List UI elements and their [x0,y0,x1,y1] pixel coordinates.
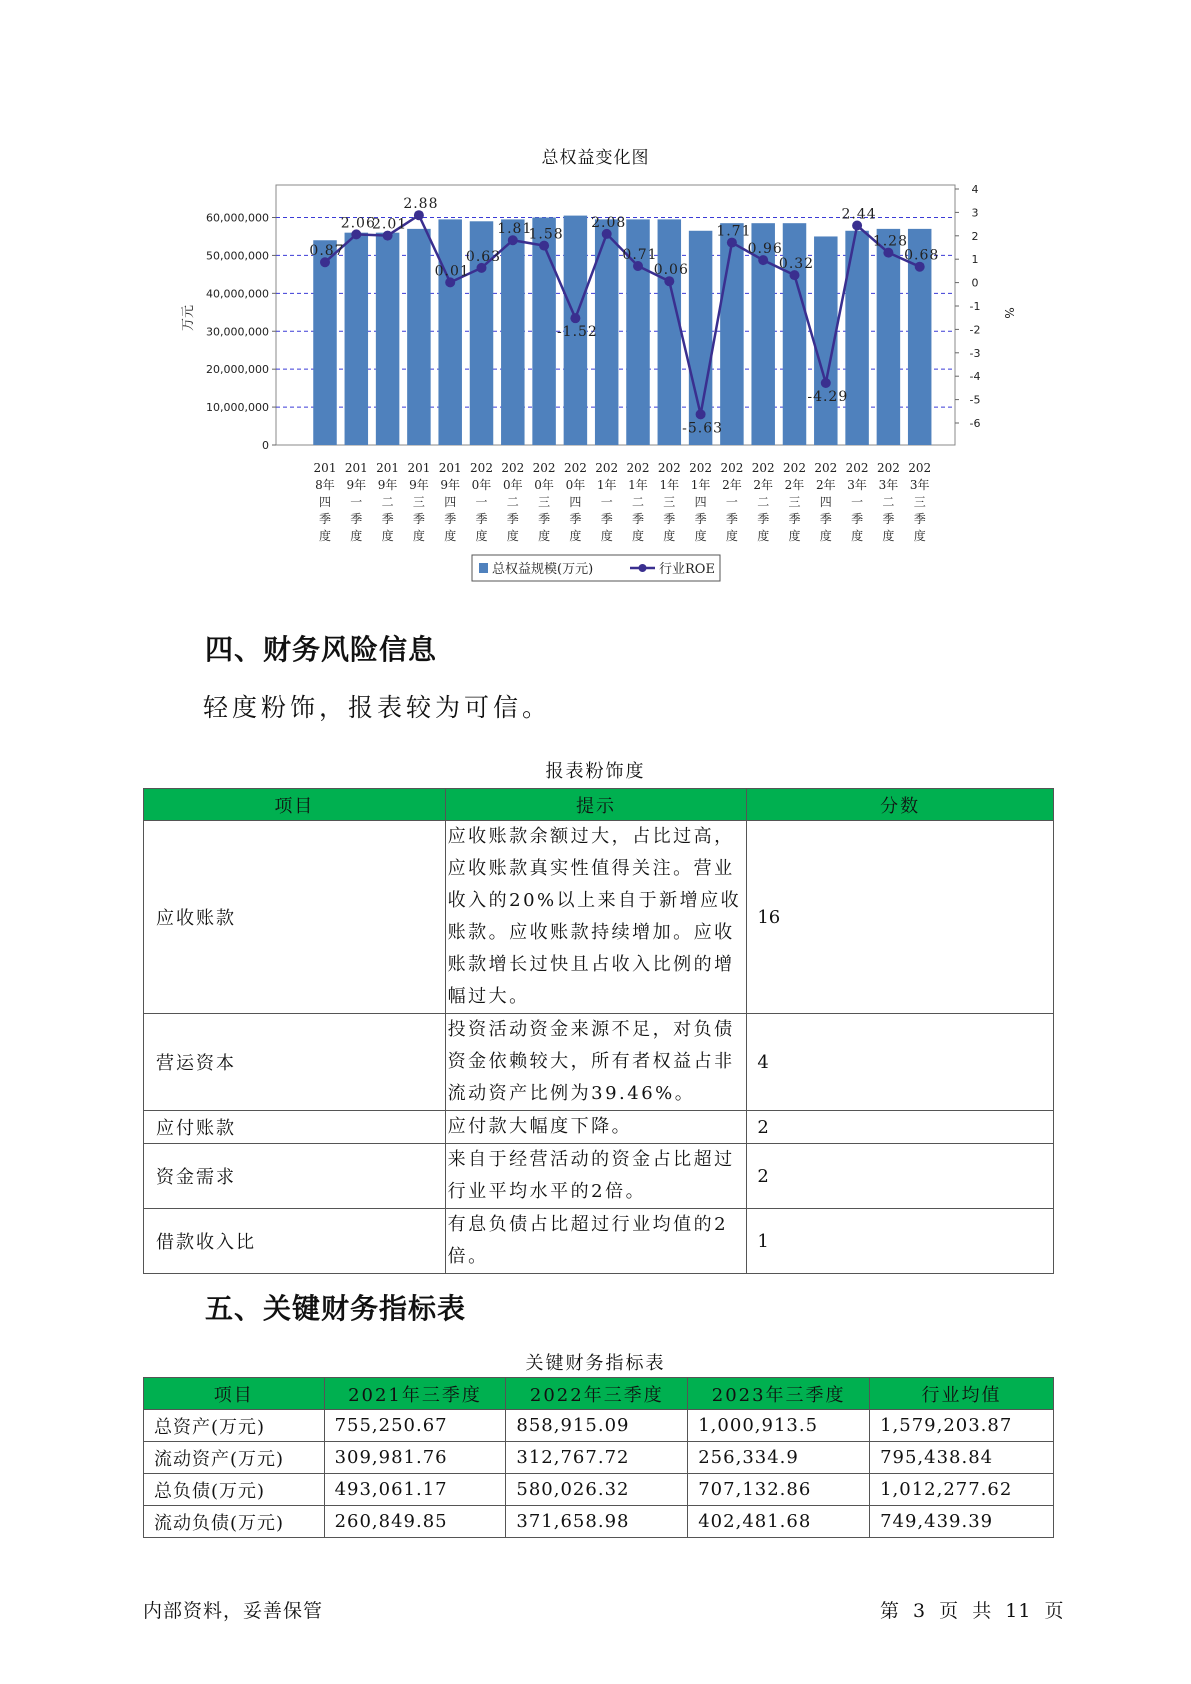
left-tick-label: 50,000,000 [206,249,269,263]
kpi-label: 流动资产(万元) [144,1442,325,1474]
category-label: 度 [318,529,332,543]
category-label: 度 [851,529,864,543]
bar [877,229,901,445]
kpi-value: 256,334.9 [688,1442,870,1474]
roe-data-label: -1.52 [556,324,598,341]
kpi-value: 858,915.09 [506,1410,688,1442]
risk-table [143,788,1054,1274]
category-label: 202 [908,461,932,475]
risk-item: 应收账款 [144,821,446,1014]
bar [720,223,744,445]
right-tick-label: -4 [969,370,981,384]
kpi-value: 1,579,203.87 [870,1410,1054,1442]
right-tick-label: 1 [971,253,979,267]
header-cell: 行业均值 [870,1378,1054,1410]
risk-score: 4 [747,1014,1054,1111]
roe-data-label: 1.81 [497,221,533,238]
table-row [144,1014,1054,1111]
right-tick-label: 3 [971,206,979,220]
category-label: 季 [475,512,488,526]
category-label: 度 [819,529,832,543]
category-label: 度 [663,529,676,543]
table-row [144,821,1054,1014]
category-label: 0年 [565,478,586,492]
category-label: 1年 [690,478,711,492]
roe-data-label: 0.32 [778,256,815,273]
category-label: 9年 [346,478,367,492]
section5-heading: 五、关键财务指标表 [205,1292,467,1325]
category-label: 202 [845,461,869,475]
kpi-value: 707,132.86 [688,1474,870,1506]
roe-data-label: 0.01 [434,263,470,280]
category-label: 3年 [878,478,899,492]
category-label: 季 [913,512,926,526]
roe-data-label: 0.06 [653,262,689,279]
category-label: 三 [663,495,676,509]
category-label: 季 [506,512,519,526]
category-label: 度 [725,529,738,543]
category-label: 季 [631,512,645,526]
category-label: 季 [788,512,801,526]
category-label: 季 [569,512,582,526]
category-label: 度 [913,529,926,543]
roe-data-label: 2.06 [340,215,376,232]
category-label: 202 [532,461,556,475]
category-label: 度 [350,529,363,543]
category-label: 度 [538,529,551,543]
roe-point [821,378,831,388]
bar [658,219,682,445]
category-label: 三 [412,495,425,509]
roe-data-label: 0.68 [904,247,940,264]
category-label: 三 [788,495,801,509]
category-label: 季 [725,512,738,526]
header-cell: 2021年三季度 [324,1378,506,1410]
category-label: 度 [694,529,707,543]
category-label: 季 [444,512,457,526]
right-tick-label: 2 [971,229,979,243]
category-label: 2年 [722,478,742,492]
category-label: 度 [506,529,519,543]
table-row [144,1410,1054,1442]
risk-score: 1 [747,1209,1054,1274]
table-row [144,1442,1054,1474]
category-label: 202 [814,461,838,475]
kpi-value: 755,250.67 [324,1410,506,1442]
equity-chart [0,170,1191,600]
category-label: 202 [626,461,650,475]
right-tick-label: -1 [969,300,981,313]
legend-line-marker [639,564,647,572]
category-label: 度 [444,529,457,543]
category-label: 1年 [628,478,648,492]
category-label: 3年 [909,478,930,492]
bar [345,233,369,445]
roe-data-label: 2.08 [591,214,627,231]
legend-line-label: 行业ROE [659,562,715,577]
category-label: 度 [600,529,613,543]
roe-point [696,409,706,419]
category-label: 季 [663,512,676,526]
category-label: 四 [694,495,707,509]
legend-bar-swatch [479,563,488,573]
category-label: 一 [350,495,363,509]
roe-data-label: 2.01 [372,216,408,233]
roe-point [570,313,580,323]
category-label: 202 [720,461,744,475]
category-label: 201 [313,461,337,475]
right-tick-label: -6 [969,417,981,430]
risk-score: 16 [747,821,1054,1014]
category-label: 季 [600,512,613,526]
category-label: 四 [569,495,582,509]
kpi-value: 1,000,913.5 [688,1410,870,1442]
category-label: 0年 [502,478,523,492]
header-item: 项目 [144,789,446,821]
roe-data-label: 1.28 [872,233,908,250]
kpi-value: 580,026.32 [506,1474,688,1506]
category-label: 202 [563,461,587,475]
bar [501,219,525,445]
category-label: 季 [538,512,551,526]
category-label: 二 [381,495,394,509]
left-axis-title: 万元 [181,304,196,332]
category-label: 季 [412,512,425,526]
category-label: 9年 [440,478,461,492]
roe-data-label: 0.63 [465,248,502,265]
category-label: 202 [501,461,525,475]
category-label: 202 [751,461,775,475]
kpi-value: 795,438.84 [870,1442,1054,1474]
kpi-value: 260,849.85 [324,1506,506,1538]
category-label: 8年 [315,478,335,492]
kpi-label: 流动负债(万元) [144,1506,325,1538]
right-axis-title: % [1002,307,1016,319]
right-tick-label: 0 [971,276,979,290]
roe-data-label: 0.96 [747,241,783,258]
kpi-table-caption: 关键财务指标表 [525,1353,666,1374]
category-label: 202 [876,461,900,475]
kpi-value: 749,439.39 [870,1506,1054,1538]
table-row [144,1111,1054,1144]
legend-bar-label: 总权益规模(万元) [492,562,594,577]
category-label: 201 [344,461,368,475]
category-label: 度 [412,529,425,543]
risk-summary: 轻度粉饰，报表较为可信。 [203,693,552,722]
category-label: 201 [407,461,431,475]
roe-data-label: 0.87 [309,243,345,260]
section4-heading: 四、财务风险信息 [205,633,438,666]
right-tick-label: -3 [969,346,981,360]
bar [438,219,462,445]
category-label: 202 [689,461,713,475]
category-label: 四 [819,495,832,509]
left-tick-label: 60,000,000 [206,211,269,225]
roe-data-label: -5.63 [682,420,724,437]
category-label: 202 [783,461,806,475]
risk-item: 借款收入比 [144,1209,446,1274]
bar [313,240,337,445]
category-label: 3年 [847,478,867,492]
header-cell: 2023年三季度 [688,1378,870,1410]
category-label: 度 [788,529,801,543]
category-label: 三 [913,495,926,509]
right-tick-label: -2 [969,323,981,337]
category-label: 季 [757,512,770,526]
risk-item: 营运资本 [144,1014,446,1111]
category-label: 202 [595,461,619,475]
category-label: 四 [444,495,457,509]
header-cell: 项目 [144,1378,325,1410]
right-tick-label: -5 [969,393,981,407]
risk-score: 2 [747,1111,1054,1144]
left-tick-label: 0 [262,439,269,452]
category-label: 202 [657,461,681,475]
risk-hint: 有息负债占比超过行业均值的2倍。 [445,1209,747,1274]
roe-data-label: 2.88 [403,196,439,213]
roe-data-label: -4.29 [807,388,849,405]
category-label: 季 [882,512,895,526]
left-tick-label: 10,000,000 [206,401,269,415]
kpi-table [143,1377,1054,1538]
category-label: 季 [318,512,332,526]
category-label: 1年 [596,478,617,492]
category-label: 季 [819,512,832,526]
table-row [144,1144,1054,1209]
header-cell: 2022年三季度 [506,1378,688,1410]
left-tick-label: 20,000,000 [206,363,269,377]
category-label: 一 [851,495,864,509]
category-label: 9年 [377,478,398,492]
category-label: 1年 [659,478,680,492]
category-label: 季 [381,512,394,526]
roe-data-label: 0.71 [622,246,658,263]
roe-data-label: 1.71 [716,223,752,240]
kpi-value: 1,012,277.62 [870,1474,1054,1506]
header-score: 分数 [747,789,1054,821]
risk-hint: 来自于经营活动的资金占比超过行业平均水平的2倍。 [445,1144,747,1209]
right-tick-label: 4 [971,183,979,196]
category-label: 度 [757,529,770,543]
category-label: 度 [475,529,488,543]
category-label: 季 [694,512,707,526]
bar [407,229,431,445]
category-label: 一 [475,495,488,509]
table-row [144,1474,1054,1506]
category-label: 二 [757,495,770,509]
category-label: 二 [882,495,895,509]
risk-hint: 应付款大幅度下降。 [445,1111,747,1144]
category-label: 四 [318,495,332,509]
header-hint: 提示 [445,789,747,821]
kpi-label: 总负债(万元) [144,1474,325,1506]
category-label: 三 [538,495,551,509]
category-label: 二 [631,495,645,509]
bar [376,233,400,445]
category-label: 度 [381,529,394,543]
risk-item: 资金需求 [144,1144,446,1209]
bar [532,218,556,446]
category-label: 度 [569,529,582,543]
footer-page-number: 第 3 页 共 11 页 [880,1600,1065,1622]
category-label: 一 [725,495,738,509]
category-label: 度 [631,529,645,543]
category-label: 季 [350,512,363,526]
risk-score: 2 [747,1144,1054,1209]
roe-data-label: 1.58 [528,226,564,243]
category-label: 2年 [815,478,836,492]
table-row [144,1506,1054,1538]
risk-hint: 应收账款余额过大，占比过高，应收账款真实性值得关注。营业收入的20%以上来自于新增应收账款。应收账款持续增加。应收账款增长过快且占收入比例的增幅过大。 [445,821,747,1014]
left-tick-label: 40,000,000 [206,287,269,301]
category-label: 度 [882,529,895,543]
category-label: 2年 [784,478,805,492]
chart-title: 总权益变化图 [541,148,650,168]
category-label: 201 [438,461,462,475]
risk-hint: 投资活动资金来源不足，对负债资金依赖较大，所有者权益占非流动资产比例为39.46%。 [445,1014,747,1111]
kpi-value: 371,658.98 [506,1506,688,1538]
category-label: 二 [506,495,519,509]
kpi-value: 309,981.76 [324,1442,506,1474]
roe-data-label: 2.44 [841,206,877,223]
category-label: 202 [470,461,493,475]
risk-table-header [144,789,1054,821]
risk-table-caption: 报表粉饰度 [545,761,646,782]
risk-item: 应付账款 [144,1111,446,1144]
category-label: 一 [600,495,613,509]
category-label: 201 [376,461,400,475]
kpi-label: 总资产(万元) [144,1410,325,1442]
category-label: 季 [851,512,864,526]
kpi-value: 493,061.17 [324,1474,506,1506]
kpi-table-header [144,1378,1054,1410]
category-label: 0年 [471,478,492,492]
left-tick-label: 30,000,000 [206,325,269,339]
kpi-value: 312,767.72 [506,1442,688,1474]
category-label: 0年 [534,478,554,492]
category-label: 9年 [409,478,429,492]
footer-confidential-note: 内部资料，妥善保管 [143,1600,324,1622]
category-label: 2年 [753,478,774,492]
kpi-value: 402,481.68 [688,1506,870,1538]
table-row [144,1209,1054,1274]
